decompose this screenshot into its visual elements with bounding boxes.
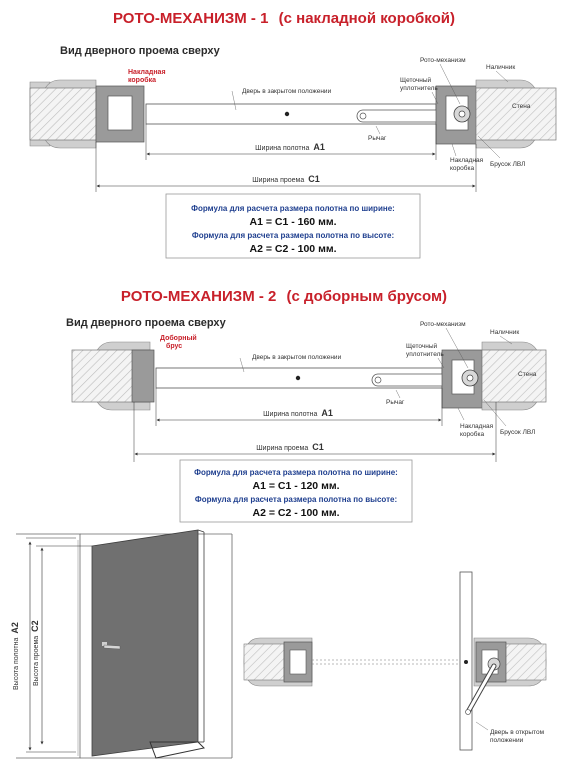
section1-frame-label-1: Накладная xyxy=(128,69,166,76)
section-3-front-view xyxy=(10,530,232,758)
section1-lever-pin xyxy=(360,113,366,119)
section2-a1-text: Ширина полотна xyxy=(263,411,318,418)
section2-title-main: РОТО-МЕХАНИЗМ - 2 xyxy=(120,288,277,305)
section3-door-panel xyxy=(92,530,198,756)
section1-frame-label xyxy=(128,69,167,84)
section2-formula-height: A2 = C2 - 100 мм. xyxy=(252,507,340,519)
section1-c1-label xyxy=(252,174,319,184)
section2-wall-label: Стена xyxy=(518,371,537,378)
section1-view-label: Вид дверного проема сверху xyxy=(60,45,220,57)
section2-a1-symbol: A1 xyxy=(321,408,333,418)
section3-door-open-label-2: положении xyxy=(490,737,524,744)
section2-frame-right-leader xyxy=(458,408,464,420)
section1-left-wall-block xyxy=(30,88,96,140)
section3-c2-label xyxy=(30,620,40,686)
section3-c2-symbol: C2 xyxy=(30,620,40,632)
section2-roto-label: Рото-механизм xyxy=(420,321,466,328)
section1-trim-label: Наличник xyxy=(486,64,516,71)
section2-frame-label-2: брус xyxy=(166,343,183,350)
section1-door-closed-label: Дверь в закрытом положении xyxy=(242,88,332,95)
section3-door-open-label xyxy=(490,729,546,744)
section2-roto-axis xyxy=(467,375,473,381)
section1-frame-label-2: коробка xyxy=(128,77,156,84)
section1-left-frame-hollow xyxy=(108,96,132,130)
section1-seal-label-2: уплотнитель xyxy=(400,85,438,92)
section2-formula-height-title: Формула для расчета размера полотна по высоте: xyxy=(194,495,398,504)
section1-a1-text: Ширина полотна xyxy=(255,145,310,152)
section1-wall-label: Стена xyxy=(512,103,531,110)
section2-c1-label xyxy=(256,442,323,452)
section3-a2-symbol: A2 xyxy=(10,622,20,634)
section3-a2-text: Высота полотна xyxy=(13,637,20,690)
section2-door-closed-label: Дверь в закрытом положении xyxy=(252,354,342,361)
section2-seal-label-2: уплотнитель xyxy=(406,351,444,358)
section-3-plan-view xyxy=(244,572,546,750)
section2-c1-symbol: C1 xyxy=(312,442,324,452)
section1-title xyxy=(113,10,455,27)
section1-title-main: РОТО-МЕХАНИЗМ - 1 xyxy=(113,10,269,27)
section2-frame-label xyxy=(160,334,199,350)
section2-formula-width: A1 = C1 - 120 мм. xyxy=(252,480,340,492)
section3-door-edge-top xyxy=(198,530,204,532)
section1-formula-width-title: Формула для расчета размера полотна по ширине: xyxy=(191,204,395,213)
section1-lever-label: Рычаг xyxy=(368,135,387,142)
section3-lever-pin xyxy=(466,710,471,715)
section3-door-handle-dot xyxy=(464,660,468,664)
section1-frame-right-label xyxy=(450,157,485,172)
section-1 xyxy=(30,10,556,258)
section3-right-wall-block xyxy=(504,644,546,680)
section1-formula-width: A1 = C1 - 160 мм. xyxy=(249,216,337,228)
section3-opening-left-edge xyxy=(16,534,80,758)
section2-beam-label: Брусок ЛВЛ xyxy=(500,429,536,436)
section2-lever-leader xyxy=(396,390,400,398)
section3-door-open-label-1: Дверь в открытом xyxy=(490,729,545,736)
section1-roto-label: Рото-механизм xyxy=(420,57,466,64)
section2-view-label: Вид дверного проема сверху xyxy=(66,317,226,329)
section1-c1-text: Ширина проема xyxy=(252,177,305,184)
section1-formula-height-title: Формула для расчета размера полотна по высоте: xyxy=(191,231,395,240)
section2-frame-right-label-2: коробка xyxy=(460,431,485,438)
section2-title-paren: (с доборным брусом) xyxy=(286,288,448,305)
section1-right-wall-block xyxy=(476,88,556,140)
section2-seal-label xyxy=(406,342,444,358)
section2-frame-right-label-1: Накладная xyxy=(460,423,494,430)
section1-a1-symbol: A1 xyxy=(313,142,325,152)
section1-frame-right-leader xyxy=(452,144,456,156)
section3-door-open-leader xyxy=(476,722,488,730)
section1-beam-label: Брусок ЛВЛ xyxy=(490,161,526,168)
section1-lever-leader xyxy=(376,126,380,134)
section2-left-frame xyxy=(132,350,154,402)
section2-frame-right-label xyxy=(460,423,495,438)
section2-door-handle-dot xyxy=(296,376,300,380)
section2-formula-width-title: Формула для расчета размера полотна по ширине: xyxy=(194,468,398,477)
section1-a1-label xyxy=(255,142,325,152)
section1-frame-right-label-1: Накладная xyxy=(450,157,484,164)
section1-seal-label-1: Щеточный xyxy=(400,77,432,84)
section2-a1-label xyxy=(263,408,333,418)
section2-title xyxy=(121,288,447,305)
section2-lever-label: Рычаг xyxy=(386,399,405,406)
section2-frame-label-1: Доборный xyxy=(160,335,197,342)
section3-a2-label xyxy=(10,622,20,690)
section2-seal-label-1: Щеточный xyxy=(406,343,438,350)
section2-trim-label: Наличник xyxy=(490,329,520,336)
section1-frame-right-label-2: коробка xyxy=(450,165,475,172)
section1-roto-axis xyxy=(459,111,465,117)
section1-formula-height: A2 = C2 - 100 мм. xyxy=(249,243,337,255)
section1-title-paren: (с накладной коробкой) xyxy=(278,10,455,27)
section1-door-handle-dot xyxy=(285,112,289,116)
section2-c1-text: Ширина проема xyxy=(256,445,309,452)
section3-left-frame-hollow xyxy=(290,650,306,674)
section2-lever-pin xyxy=(375,377,381,383)
section3-left-wall-block xyxy=(244,644,284,680)
section1-seal-label xyxy=(400,76,438,92)
section1-c1-symbol: C1 xyxy=(308,174,320,184)
section-2 xyxy=(66,288,546,522)
section3-c2-text: Высота проема xyxy=(33,635,40,686)
